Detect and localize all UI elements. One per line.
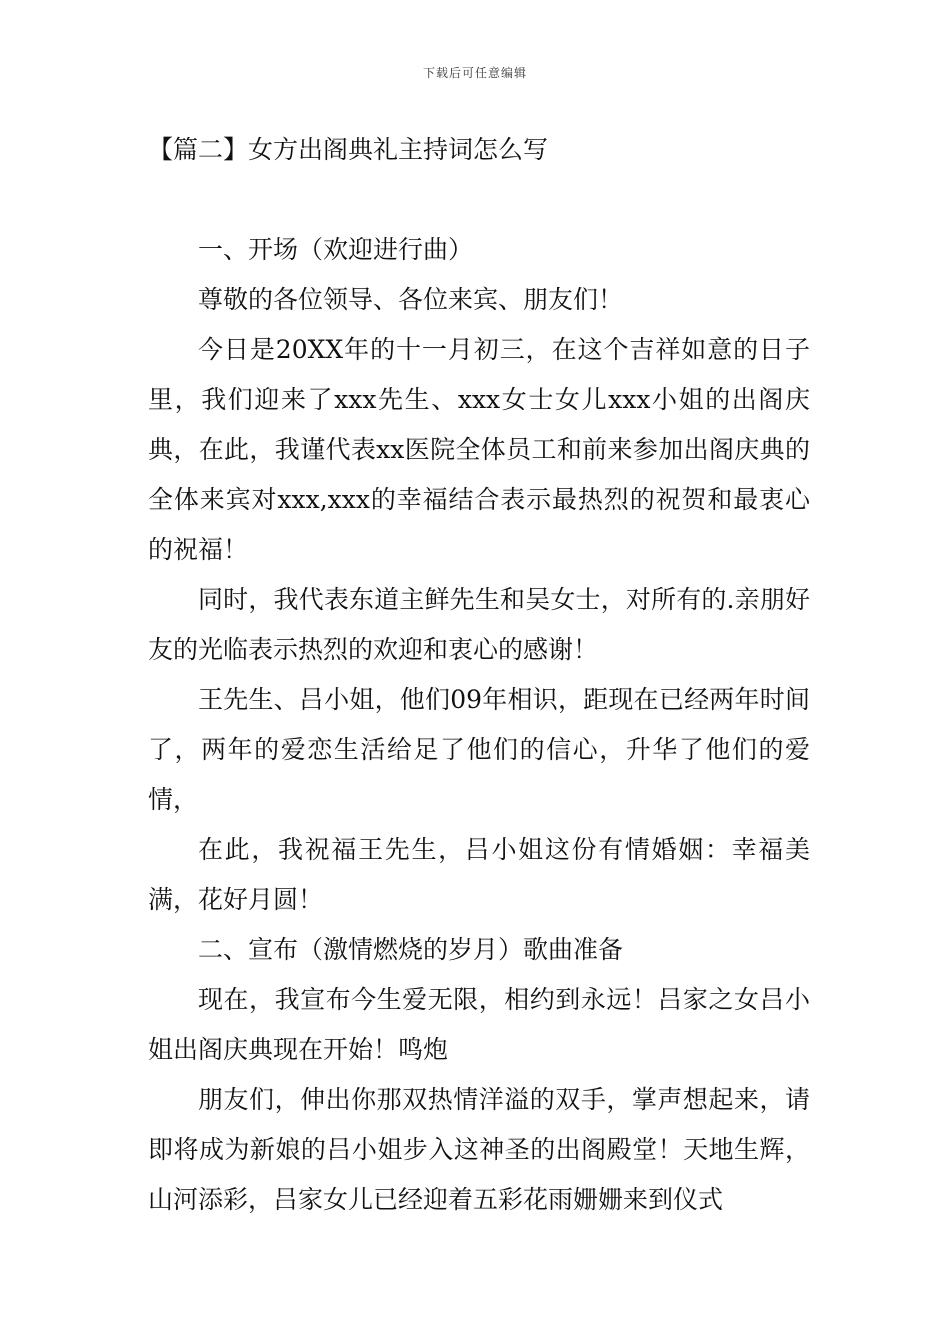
document-title: 【篇二】女方出阁典礼主持词怎么写 [148, 135, 549, 164]
paragraph-bride-entrance: 朋友们，伸出你那双热情洋溢的双手，掌声想起来，请即将成为新娘的吕小姐步入这神圣的出阁殿堂！天地生辉，山河添彩，吕家女儿已经迎着五彩花雨姗姗来到仪式 [148, 1085, 810, 1214]
paragraph-blessing: 在此，我祝福王先生，吕小姐这份有情婚姻：幸福美满，花好月圆！ [148, 835, 810, 914]
document-body [148, 225, 810, 1225]
paragraph-greeting: 尊敬的各位领导、各位来宾、朋友们！ [198, 285, 624, 314]
paragraph-announcement: 现在，我宣布今生爱无限，相约到永远！吕家之女吕小姐出阁庆典现在开始！鸣炮 [148, 985, 810, 1064]
paragraph-couple-story: 王先生、吕小姐，他们09年相识，距现在已经两年时间了，两年的爱恋生活给足了他们的信心，升华了他们的爱情， [148, 685, 810, 814]
paragraph-section-opening: 一、开场（欢迎进行曲） [198, 235, 474, 264]
paragraph-section-announce: 二、宣布（激情燃烧的岁月）歌曲准备 [198, 935, 624, 964]
paragraph-date-intro: 今日是20XX年的十一月初三，在这个吉祥如意的日子里，我们迎来了xxx先生、xxx女士女儿xxx小姐的出阁庆典，在此，我谨代表xx医院全体员工和前来参加出阁庆典的全体来宾对xxx,xxx的幸福结合表示最热烈的祝贺和最衷心的祝福！ [148, 335, 810, 564]
paragraph-welcome-thanks: 同时，我代表东道主鲜先生和吴女士，对所有的.亲朋好友的光临表示热烈的欢迎和衷心的感谢！ [148, 585, 810, 664]
header-note: 下载后可任意编辑 [422, 66, 527, 80]
